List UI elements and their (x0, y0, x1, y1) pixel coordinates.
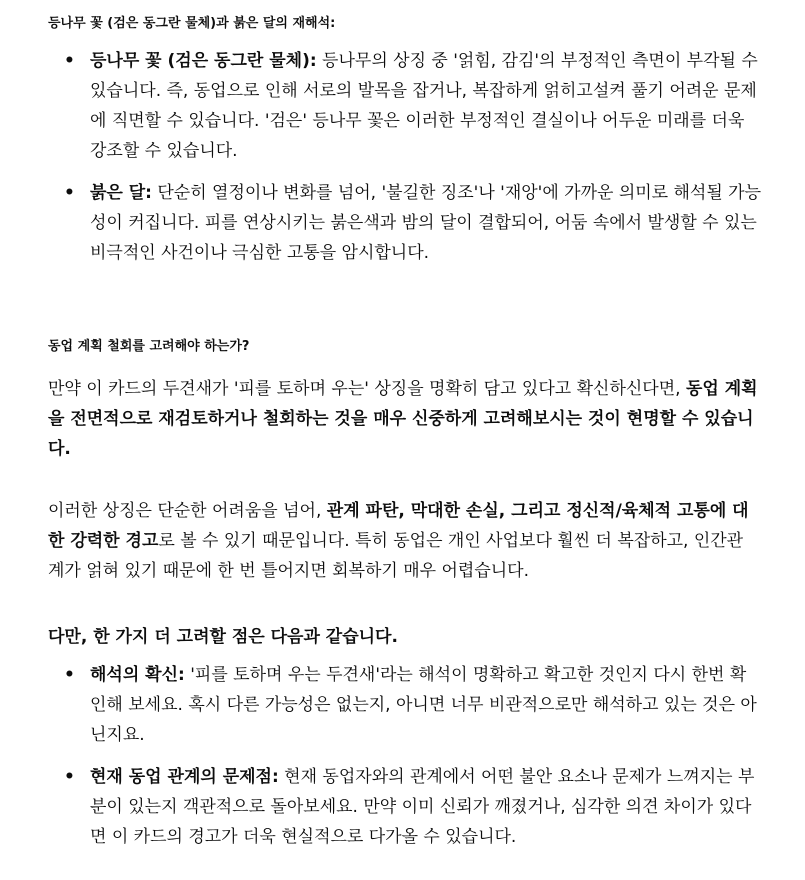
section-heading-wisteria-moon: 등나무 꽃 (검은 동그란 물체)과 붉은 달의 재해석: (48, 16, 336, 31)
paragraph-text: 이러한 상징은 단순한 어려움을 넘어, (48, 501, 327, 521)
list-item (62, 762, 762, 852)
bullet-dot: • (64, 767, 75, 787)
list-item (62, 46, 762, 166)
reinterpretation-list (62, 46, 762, 268)
paragraph-text: 만약 이 카드의 두견새가 '피를 토하며 우는' 상징을 명확히 담고 있다고 확신하신다면, (48, 379, 686, 399)
list-item (62, 178, 762, 268)
subheading-considerations: 다만, 한 가지 더 고려할 점은 다음과 같습니다. (48, 627, 398, 647)
considerations-list (62, 660, 762, 852)
item-text: '피를 토하며 우는 두견새'라는 해석이 명확하고 확고한 것인지 다시 한번 확인해 보세요. 혹시 다른 가능성은 없는지, 아니면 너무 비관적으로만 해석하고 있는 것은 아닌지요. (90, 665, 757, 745)
item-title: 현재 동업 관계의 문제점: (90, 767, 279, 787)
bullet-dot: • (64, 183, 75, 203)
paragraph-warning (48, 496, 758, 586)
bullet-dot: • (64, 51, 75, 71)
item-text: 단순히 열정이나 변화를 넘어, '불길한 징조'나 '재앙'에 가까운 의미로 해석될 가능성이 커집니다. 피를 연상시키는 붉은색과 밤의 달이 결합되어, 어둠 속에서 발생할 수 있는 비극적인 사건이나 극심한 고통을 암시합니다. (90, 183, 762, 263)
bullet-dot: • (64, 665, 75, 685)
paragraph-emphasis: 관계 파탄, 막대한 손실, 그리고 정신적/육체적 고통에 대한 강력한 경고 (48, 501, 749, 551)
paragraph-emphasis: 동업 계획을 전면적으로 재검토하거나 철회하는 것을 매우 신중하게 고려해보시는 것이 현명할 수 있습니다. (48, 379, 758, 459)
section-heading-withdrawal: 동업 계획 철회를 고려해야 하는가? (48, 339, 250, 354)
item-title: 붉은 달: (90, 183, 152, 203)
item-title: 등나무 꽃 (검은 동그란 물체): (90, 51, 317, 71)
paragraph-text: 로 볼 수 있기 때문입니다. 특히 동업은 개인 사업보다 훨씬 더 복잡하고, 인간관계가 얽혀 있기 때문에 한 번 틀어지면 회복하기 매우 어렵습니다. (48, 531, 744, 581)
item-text: 현재 동업자와의 관계에서 어떤 불안 요소나 문제가 느껴지는 부분이 있는지 객관적으로 돌아보세요. 만약 이미 신뢰가 깨졌거나, 심각한 의견 차이가 있다면 이 카드의 경고가 더욱 현실적으로 다가올 수 있습니다. (90, 767, 755, 847)
paragraph-recommendation (48, 374, 758, 464)
list-item (62, 660, 762, 750)
item-title: 해석의 확신: (90, 665, 185, 685)
item-text: 등나무의 상징 중 '얽힘, 감김'의 부정적인 측면이 부각될 수 있습니다. 즉, 동업으로 인해 서로의 발목을 잡거나, 복잡하게 얽히고설켜 풀기 어려운 문제에 직면할 수 있습니다. '검은' 등나무 꽃은 이러한 부정적인 결실이나 어두운 미래를 더욱 강조할 수 있습니다. (90, 51, 758, 161)
